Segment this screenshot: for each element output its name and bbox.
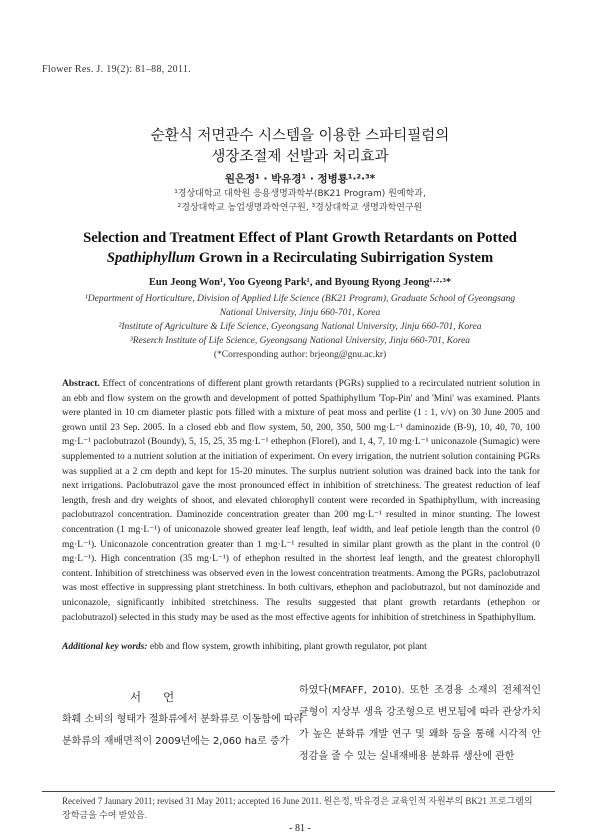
keywords-text: ebb and flow system, growth inhibiting, plant growth regulator, pot plant bbox=[147, 642, 427, 652]
english-affiliation-1: ¹Department of Horticulture, Division of Applied Life Science (BK21 Program), Graduate School of Gyeongsang bbox=[84, 294, 516, 304]
english-title-genus: Spathiphyllum bbox=[106, 250, 196, 266]
corresponding-author: (*Corresponding author: brjeong@gnu.ac.kr) bbox=[213, 350, 387, 360]
section-heading-introduction: 서언 bbox=[130, 690, 197, 704]
english-title-rest: Grown in a Recirculating Subirrigation System bbox=[195, 250, 494, 266]
korean-affiliation-1: ¹경상대학교 대학원 응용생명과학부(BK21 Program) 원예학과, bbox=[174, 189, 426, 199]
keywords bbox=[62, 642, 540, 652]
footnote: Received 7 Jaunary 2011; revised 31 May 2011; accepted 16 June 2011. 원은정, 박유경은 교육인적 자원부의 BK21 프로그램의 장학금을 수여 받았음. bbox=[62, 796, 533, 820]
footnote-divider bbox=[42, 791, 555, 792]
page-number: - 81 - bbox=[289, 823, 311, 834]
korean-affiliation-2: ²경상대학교 농업생명과학연구원, ³경상대학교 생명과학연구원 bbox=[177, 203, 423, 213]
abstract-label: Abstract. bbox=[62, 379, 100, 389]
english-affiliation-1-cont: National University, Jinju 660-701, Korea bbox=[219, 308, 381, 318]
intro-right-column: 하였다(MFAFF, 2010). 또한 조경용 소재의 전체적인 균형이 지상부 생육 강조형으로 변모됨에 따라 관상가치가 높은 분화류 개발 연구 및 왜화 등을 통해 시각적 안정감을 줄 수 있는 실내재배용 분화류 생산에 관한 bbox=[299, 685, 541, 762]
intro-left-column: 화훼 소비의 형태가 절화류에서 분화류로 이동함에 따라 분화류의 재배면적이 2009년에는 2,060 ha로 증가 bbox=[62, 714, 304, 747]
korean-authors: 원은정¹ · 박유경¹ · 정병룡¹·²·³* bbox=[224, 173, 376, 185]
english-title-line-2 bbox=[0, 250, 600, 267]
english-affiliation-2: ²Institute of Agriculture & Life Science, Gyeongsang National University, Jinju 660-701, Korea bbox=[118, 322, 482, 332]
english-authors: Eun Jeong Won¹, Yoo Gyeong Park¹, and Byoung Ryong Jeong¹·²·³* bbox=[148, 277, 452, 288]
english-title-line-1: Selection and Treatment Effect of Plant Growth Retardants on Potted bbox=[83, 230, 517, 246]
abstract bbox=[62, 377, 540, 625]
english-affiliation-3: ³Reserch Institute of Life Science, Gyeongsang National University, Jinju 660-701, Korea bbox=[129, 336, 471, 346]
abstract-text: Effect of concentrations of different plant growth retardants (PGRs) supplied to a recirculated nutrient solution in an ebb and flow system on the growth and development of potted Spathiphyllum 'Top-Pin' and 'Mini' was examined. Plants were planted in 10 cm diameter plastic pots filled with a mixture of peat moss and perlite (1 : 1, v/v) on 30 June 2005 and grown until 23 Sep. 2005. In a closed ebb and flow system, 50, 200, 350, 500 mg·L⁻¹ daminozide (B-9), 10, 40, 70, 100 mg·L⁻¹ paclobutrazol (Boundy), 5, 15, 25, 35 mg·L⁻¹ ethephon (Florel), and 1, 4, 7, 10 mg·L⁻¹ uniconazole (Sumagic) were supplemented to a nutrient solution at the initiation of experiment. On every irrigation, the nutrient solution containing PGRs was supplied at a 2 cm depth and kept for 15-20 minutes. The surplus nutrient solution was drained back into the tank for next irrigations. Paclobutrazol gave the most pronounced effect in inhibition of stretchiness. The greatest reduction of leaf length, fresh and dry weights of shoot, and elevated chlorophyll content were recorded in Spathiphyllum, with increasing paclobutrazol concentration. Daminozide concentration greater than 200 mg·L⁻¹ resulted in minor stunting. The lowest concentration (1 mg·L⁻¹) of uniconazole showed greater leaf length, leaf width, and leaf petiole length than the control (0 mg·L⁻¹). Uniconazole concentration greater than 1 mg·L⁻¹ resulted in similar plant growth as the plant in the control (0 mg·L⁻¹). High concentration (35 mg·L⁻¹) of ethephon resulted in the shortest leaf length, and the greatest chlorophyll content. Inhibition of stretchiness was observed even in the lowest concentration treatments. Among the PGRs, paclobutrazol was most effective in suppressing plant stretchiness. In both cultivars, ethephon and paclobutrazol, but not daminozide and uniconazole, significantly inhibited stretchiness. The results suggested that plant growth retardants (ethephon or paclobutrazol) selected in this study may be used as the most effective agents for inhibition of stretchiness in Spathiphyllum. bbox=[62, 379, 540, 623]
korean-title-line-2: 생장조절제 선발과 처리효과 bbox=[211, 149, 389, 165]
korean-title-line-1: 순환식 저면관수 시스템을 이용한 스파티필럼의 bbox=[150, 128, 450, 144]
keywords-label: Additional key words: bbox=[62, 642, 148, 652]
journal-citation: Flower Res. J. 19(2): 81–88, 2011. bbox=[42, 64, 191, 75]
